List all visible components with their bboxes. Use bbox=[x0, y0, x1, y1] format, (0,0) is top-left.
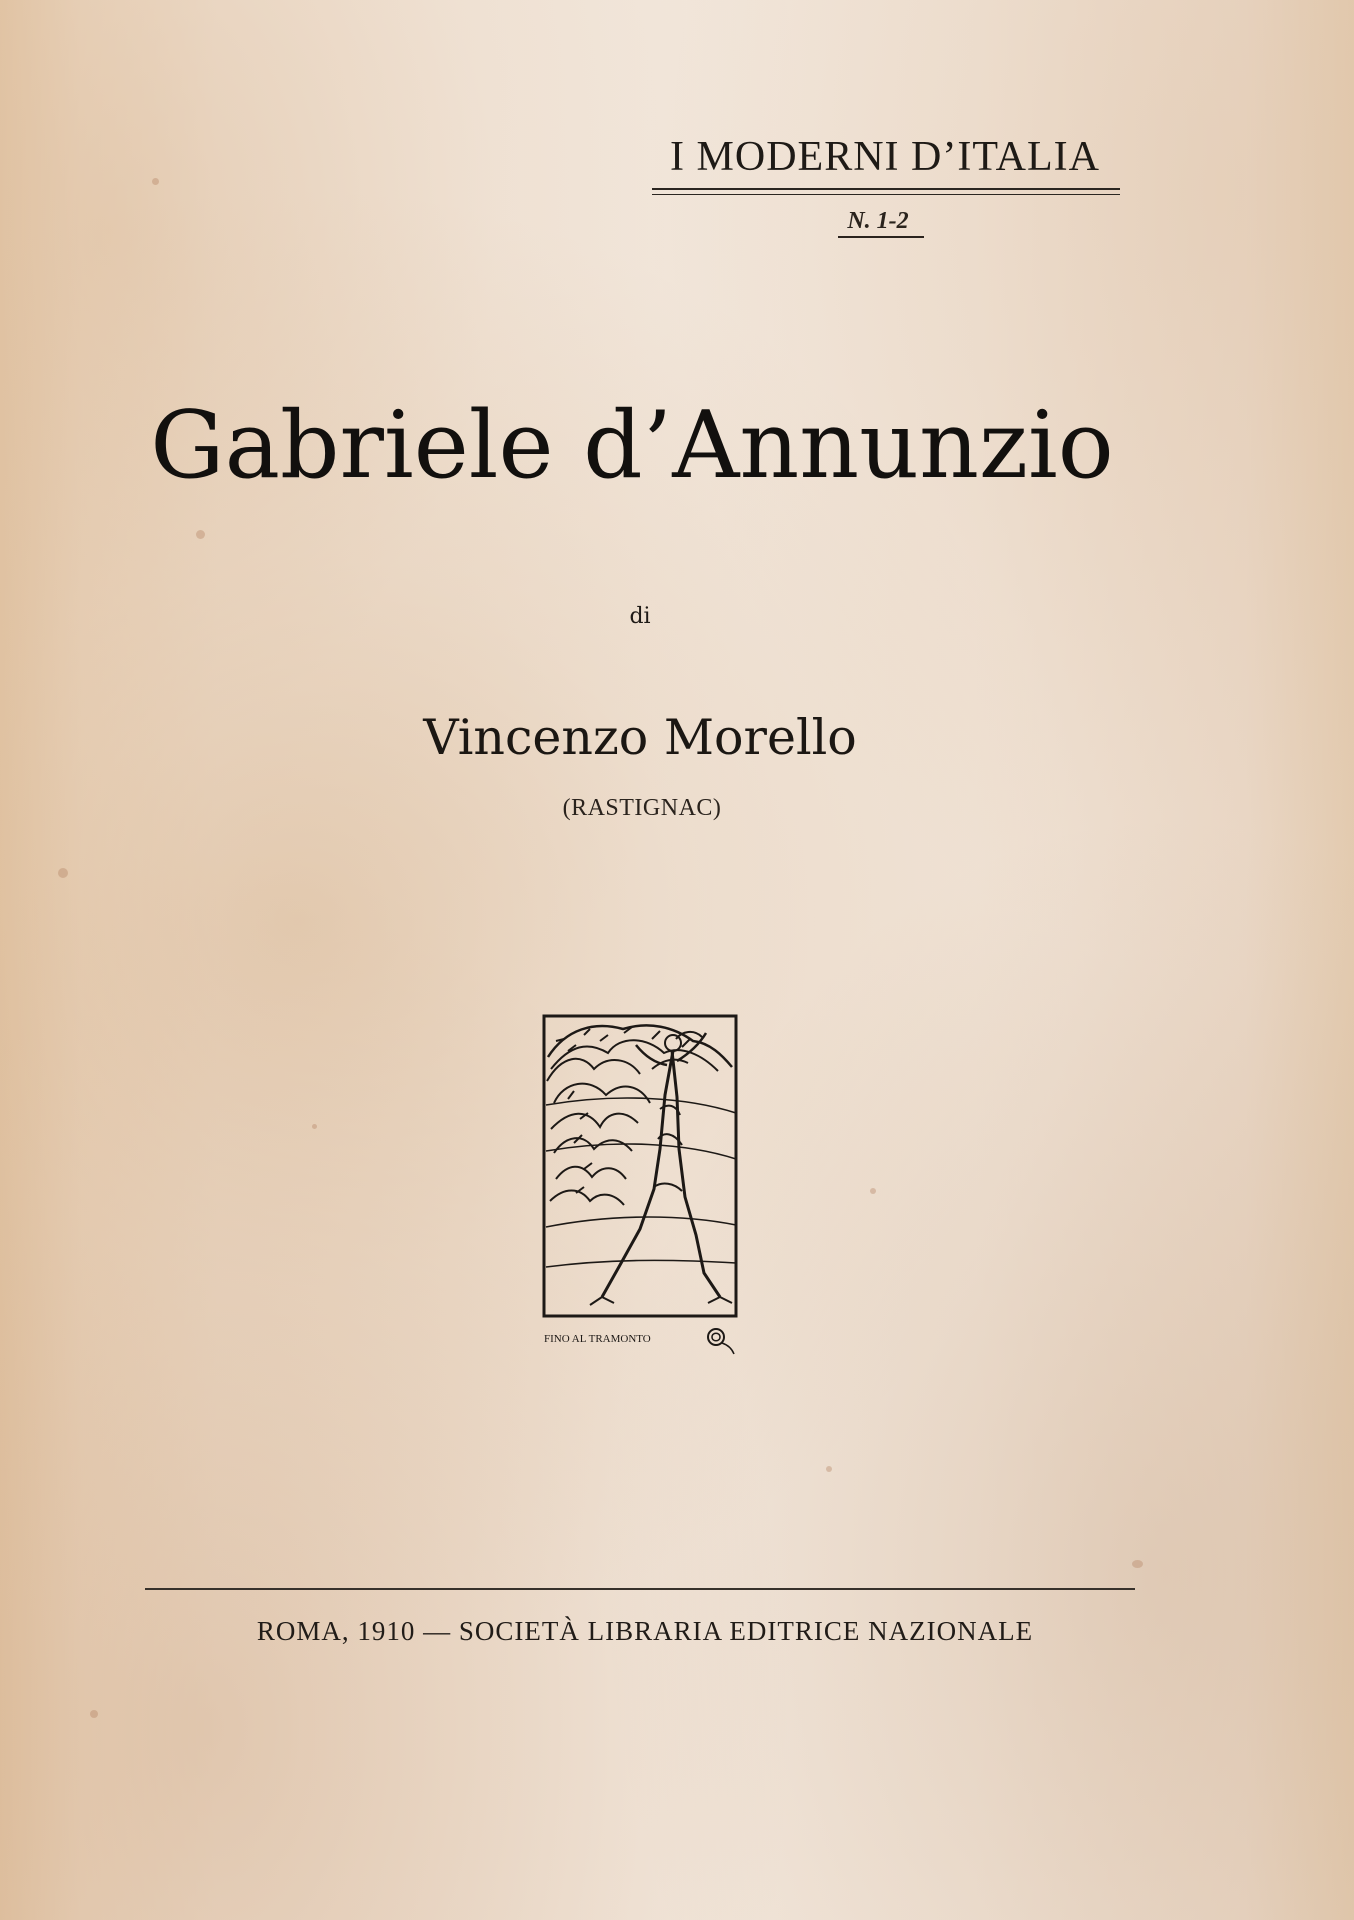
series-rule bbox=[652, 188, 1120, 190]
foxing-spot bbox=[312, 1124, 317, 1129]
publisher-imprint: ROMA, 1910 — SOCIETÀ LIBRARIA EDITRICE NAZIONALE bbox=[256, 1616, 1034, 1646]
foxing-spot bbox=[152, 178, 159, 185]
foxing-spot bbox=[870, 1188, 876, 1194]
foxing-spot bbox=[58, 868, 68, 878]
printer-mark-motto: FINO AL TRAMONTO bbox=[544, 1333, 651, 1345]
author-pseudonym: (RASTIGNAC) bbox=[562, 795, 722, 821]
printer-mark-illustration bbox=[536, 1011, 746, 1358]
series-title: I MODERNI D’ITALIA bbox=[670, 134, 1100, 180]
foxing-spot bbox=[90, 1710, 98, 1718]
foxing-spot bbox=[1132, 1560, 1143, 1568]
author-name: Vincenzo Morello bbox=[423, 709, 857, 766]
printer-mark-icon bbox=[536, 1011, 746, 1358]
book-title: Gabriele d’Annunzio bbox=[150, 391, 1114, 499]
foxing-spot bbox=[196, 530, 205, 539]
series-number: N. 1-2 bbox=[847, 208, 909, 234]
foxing-spot bbox=[826, 1466, 832, 1472]
by-text: di bbox=[629, 604, 651, 629]
series-rule-double bbox=[652, 194, 1120, 195]
imprint-rule bbox=[145, 1588, 1135, 1590]
series-number-rule bbox=[838, 236, 924, 238]
